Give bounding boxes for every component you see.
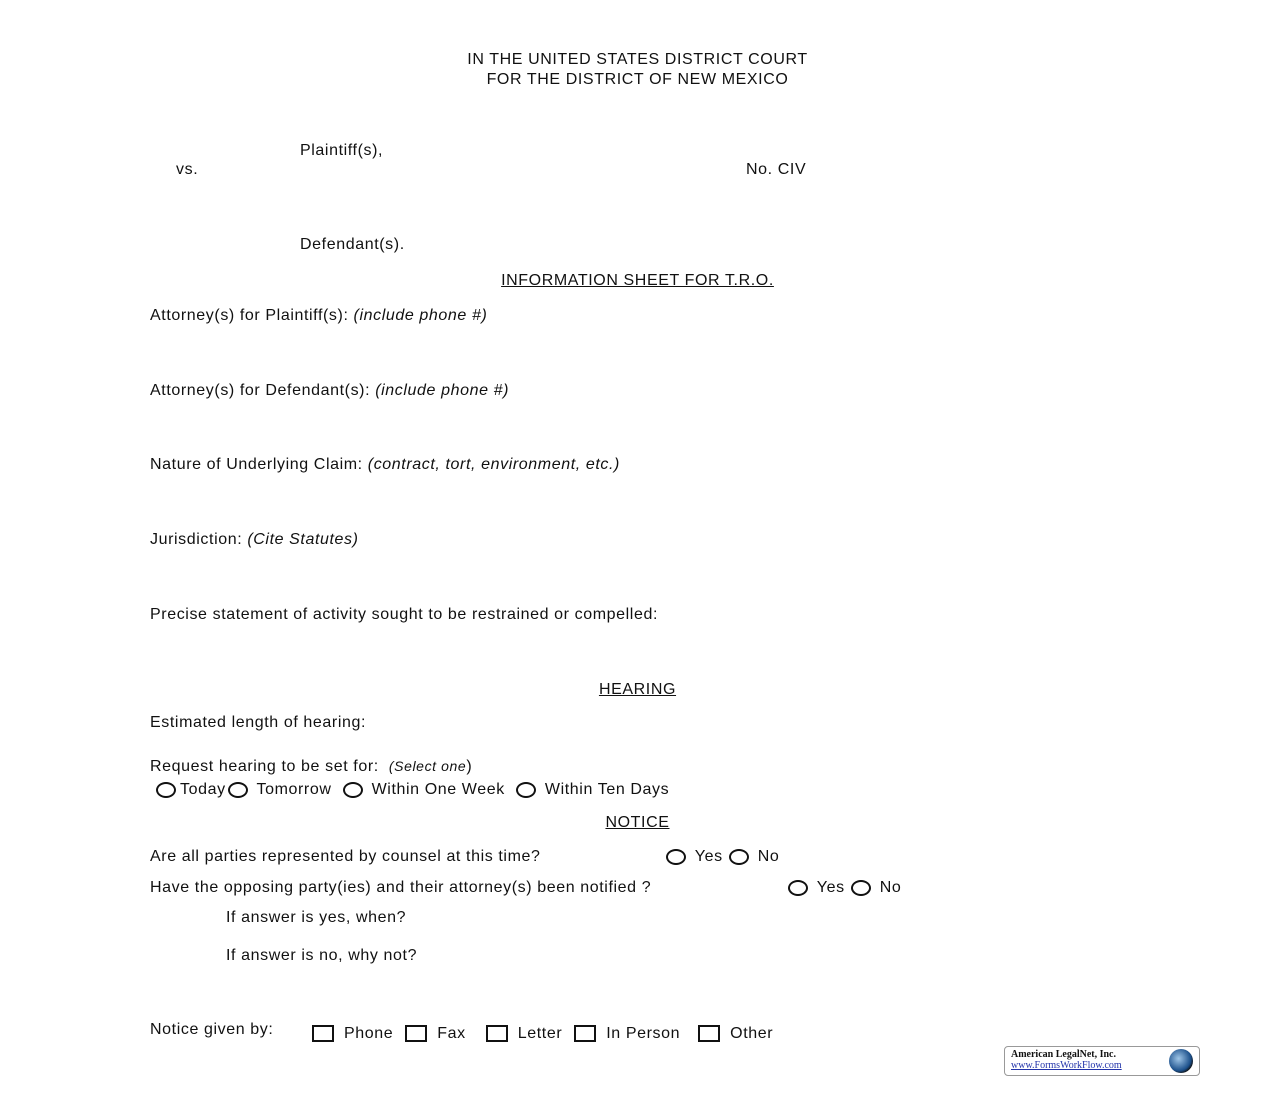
court-heading-line2: FOR THE DISTRICT OF NEW MEXICO [486,71,789,88]
no-label[interactable]: No [879,879,902,896]
option-tomorrow[interactable] [226,780,332,800]
hearing-request-label [150,756,472,777]
field-label: Attorney(s) for Plaintiff(s): [150,307,349,324]
radio-icon[interactable] [156,782,176,798]
field-hint: (contract, tort, environment, etc.) [367,456,620,473]
notice-methods [300,1024,773,1044]
field-hint: (include phone #) [353,307,488,324]
americanlegalnet-logo[interactable] [1004,1046,1200,1076]
radio-icon[interactable] [228,782,248,798]
method-phone: Phone [344,1025,394,1042]
attorney-defendant-field[interactable] [150,381,509,401]
method-other: Other [730,1025,774,1042]
option-within-one-week[interactable] [337,780,505,800]
logo-name: American LegalNet, Inc. [1011,1049,1116,1060]
radio-icon[interactable] [729,849,749,865]
method-letter: Letter [517,1025,563,1042]
request-hint: (Select one [388,758,467,774]
if-yes-field[interactable]: If answer is yes, when? [226,909,407,926]
radio-icon[interactable] [788,880,808,896]
option-label: Within One Week [371,781,505,798]
field-label: Nature of Underlying Claim: [150,456,363,473]
nature-of-claim-field[interactable] [150,455,620,475]
hearing-heading: HEARING [598,681,677,698]
checkbox-icon[interactable] [574,1025,596,1042]
yes-label[interactable]: Yes [816,879,845,896]
hearing-length-field[interactable]: Estimated length of hearing: [150,714,367,731]
field-label: Attorney(s) for Defendant(s): [150,382,371,399]
globe-icon [1169,1049,1193,1073]
option-label: Within Ten Days [544,781,670,798]
if-no-field[interactable]: If answer is no, why not? [226,947,418,964]
yes-label[interactable]: Yes [694,848,723,865]
checkbox-icon[interactable] [405,1025,427,1042]
vs-label: vs. [176,161,199,178]
attorney-plaintiff-field[interactable] [150,306,487,326]
request-hint-close: ) [466,758,473,775]
notified-question: Have the opposing party(ies) and their attorney(s) been notified ? [150,879,652,896]
defendant-label: Defendant(s). [300,236,405,253]
option-within-ten-days[interactable] [510,780,669,800]
hearing-options [150,780,669,800]
case-number-label: No. CIV [746,161,807,178]
notice-given-label: Notice given by: [150,1021,274,1038]
jurisdiction-field[interactable] [150,530,359,550]
radio-icon[interactable] [343,782,363,798]
notified-answer [782,878,901,898]
checkbox-icon[interactable] [698,1025,720,1042]
option-label: Today [180,781,226,798]
checkbox-icon[interactable] [486,1025,508,1042]
plaintiff-label: Plaintiff(s), [300,142,384,159]
request-label-text: Request hearing to be set for: [150,758,379,775]
option-label: Tomorrow [256,781,332,798]
court-heading-line1: IN THE UNITED STATES DISTRICT COURT [467,51,808,68]
form-title: INFORMATION SHEET FOR T.R.O. [501,272,774,289]
field-hint: (include phone #) [375,382,510,399]
method-in-person: In Person [606,1025,681,1042]
radio-icon[interactable] [851,880,871,896]
method-fax: Fax [437,1025,466,1042]
radio-icon[interactable] [666,849,686,865]
counsel-question: Are all parties represented by counsel at this time? [150,848,541,865]
radio-icon[interactable] [516,782,536,798]
field-hint: (Cite Statutes) [247,531,359,548]
no-label[interactable]: No [757,848,780,865]
notice-heading: NOTICE [605,814,670,831]
option-today[interactable] [150,780,226,800]
activity-statement-field[interactable]: Precise statement of activity sought to be restrained or compelled: [150,606,658,623]
checkbox-icon[interactable] [312,1025,334,1042]
field-label: Jurisdiction: [150,531,243,548]
logo-url[interactable]: www.FormsWorkFlow.com [1011,1060,1122,1071]
counsel-answer [660,847,779,867]
